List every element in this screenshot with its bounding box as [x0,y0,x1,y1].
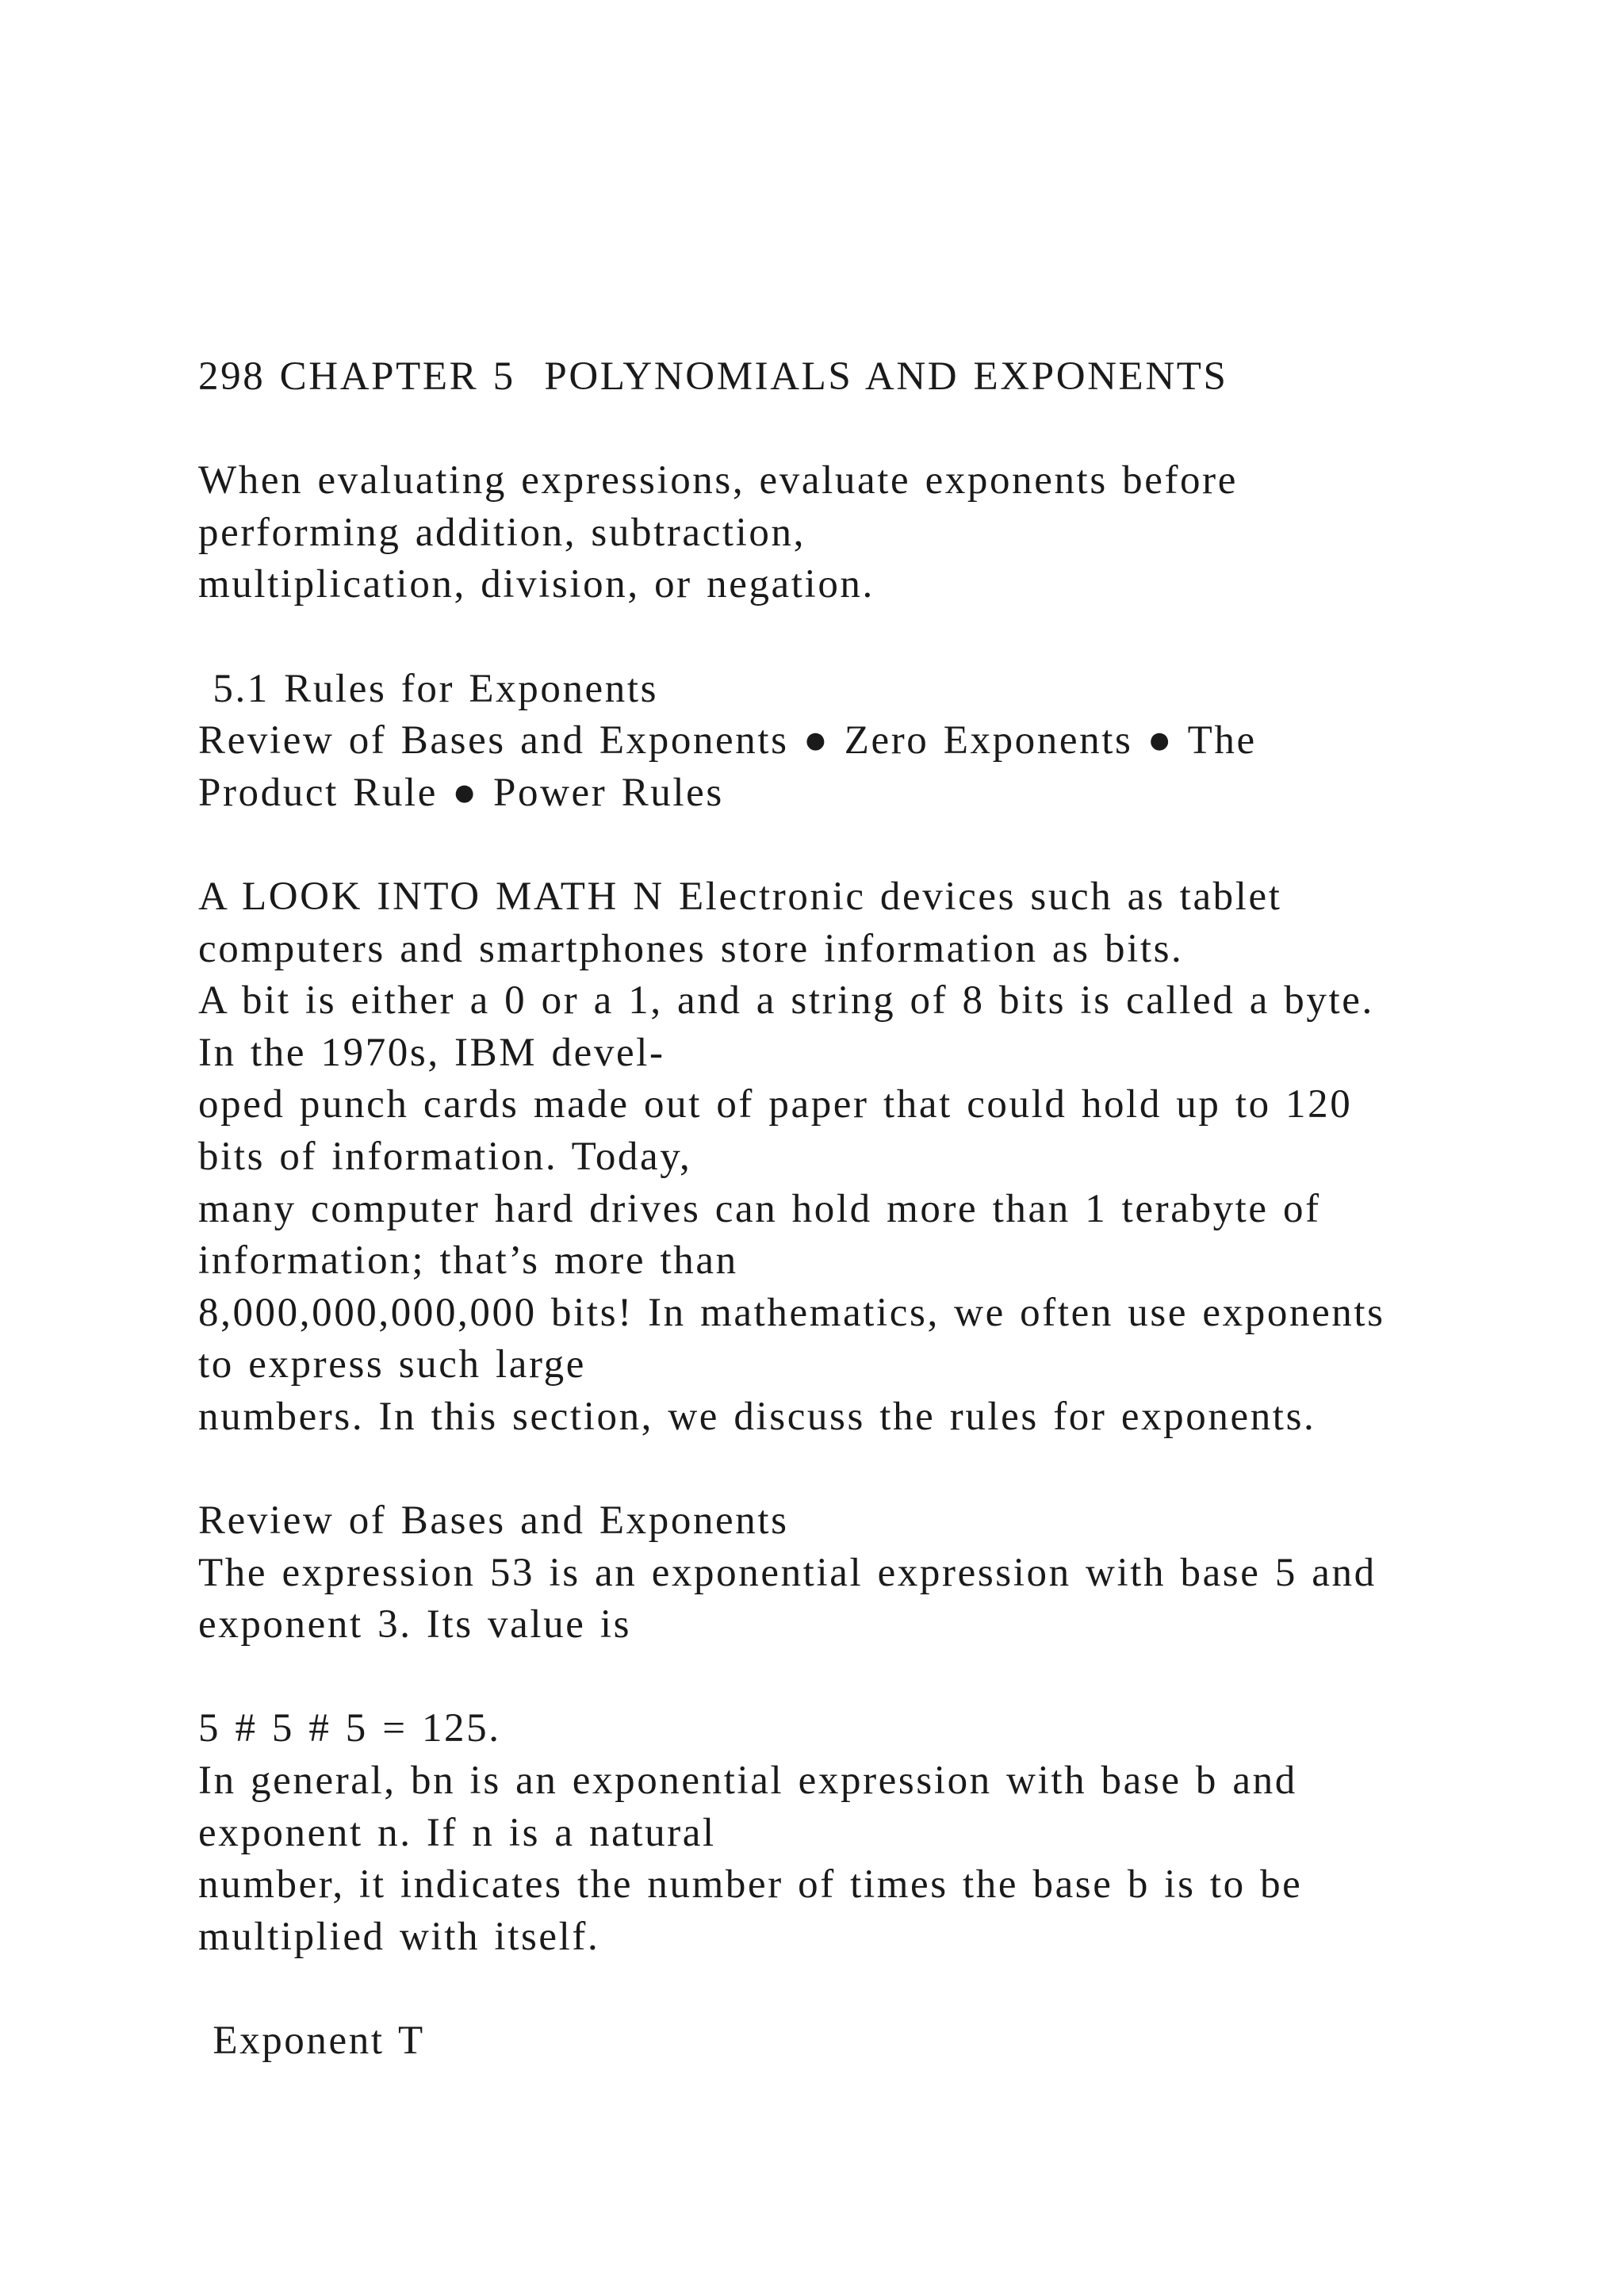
look-into-math-line: oped punch cards made out of paper that could hold up to 120 [198,1082,1353,1127]
spacer [198,819,1578,871]
general-line: number, it indicates the number of times the base b is to be [198,1862,1303,1908]
look-into-math-line: information; that’s more than [198,1238,738,1284]
look-into-math-line: numbers. In this section, we discuss the rules for exponents. [198,1394,1316,1439]
spacer [198,404,1578,456]
look-into-math-line: bits of information. Today, [198,1134,692,1179]
chapter-header: 298 CHAPTER 5 POLYNOMIALS AND EXPONENTS [198,354,1228,399]
look-into-math-line: A bit is either a 0 or a 1, and a string of 8 bits is called a byte. [198,978,1374,1024]
intro-line: multiplication, division, or negation. [198,562,875,607]
look-into-math-line: 8,000,000,000,000 bits! In mathematics, we often use exponents [198,1290,1385,1335]
section-topics-line: Product Rule ● Power Rules [198,770,724,815]
spacer [198,1651,1578,1704]
general-line: exponent n. If n is a natural [198,1810,716,1855]
subsection-line: exponent 3. Its value is [198,1602,632,1647]
general-line: In general, bn is an exponential expression with base b and [198,1758,1297,1804]
spacer [198,1443,1578,1495]
subsection-line: The expression 53 is an exponential expression with base 5 and [198,1550,1377,1595]
look-into-math-line: to express such large [198,1342,586,1387]
spacer [198,611,1578,664]
section-title: 5.1 Rules for Exponents [198,666,659,711]
section-topics-line: Review of Bases and Exponents ● Zero Exponents ● The [198,718,1257,763]
look-into-math-line: A LOOK INTO MATH N Electronic devices such as tablet [198,874,1282,919]
look-into-math-line: many computer hard drives can hold more than 1 terabyte of [198,1186,1321,1231]
example-line: 5 # 5 # 5 = 125. [198,1706,501,1751]
look-into-math-line: In the 1970s, IBM devel- [198,1030,665,1075]
look-into-math-line: computers and smartphones store information as bits. [198,926,1184,971]
spacer [198,1963,1578,2015]
trailing-line: Exponent T [198,2019,425,2063]
general-line: multiplied with itself. [198,1914,600,1959]
intro-line: performing addition, subtraction, [198,510,806,555]
subsection-title: Review of Bases and Exponents [198,1498,789,1544]
document-page [198,351,1578,2068]
intro-line: When evaluating expressions, evaluate exponents before [198,458,1238,503]
